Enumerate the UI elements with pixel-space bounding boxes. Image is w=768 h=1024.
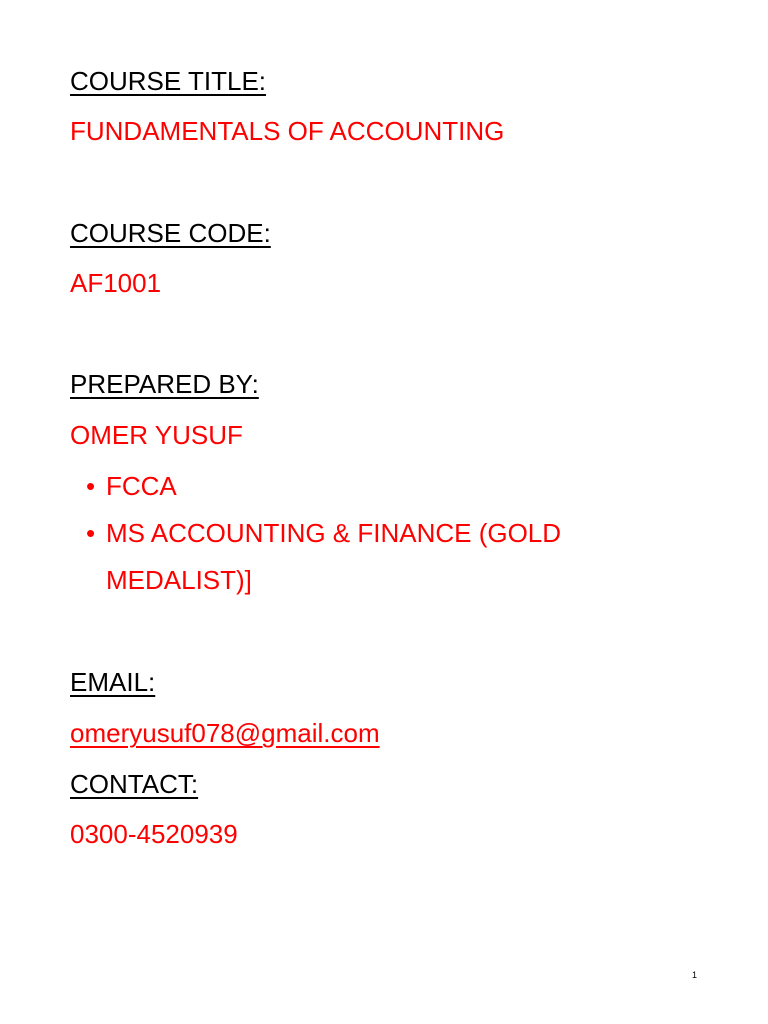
credential-text: FCCA [106, 471, 177, 501]
bullet-icon: • [86, 518, 96, 548]
email-link[interactable]: omeryusuf078@gmail.com [70, 718, 380, 748]
bullet-icon: • [86, 471, 96, 501]
email-heading: EMAIL: [70, 667, 156, 697]
credential-text-continued: MEDALIST)] [106, 565, 252, 595]
contact-heading: CONTACT: [70, 769, 199, 799]
course-title-heading: COURSE TITLE: [70, 66, 267, 96]
author-name: OMER YUSUF [70, 420, 243, 450]
course-code-value: AF1001 [70, 268, 162, 298]
prepared-by-heading: PREPARED BY: [70, 369, 259, 399]
contact-phone: 0300-4520939 [70, 819, 238, 849]
credential-text: MS ACCOUNTING & FINANCE (GOLD [106, 518, 562, 548]
page-number: 1 [692, 970, 698, 980]
course-title-value: FUNDAMENTALS OF ACCOUNTING [70, 116, 505, 146]
course-code-heading: COURSE CODE: [70, 218, 271, 248]
